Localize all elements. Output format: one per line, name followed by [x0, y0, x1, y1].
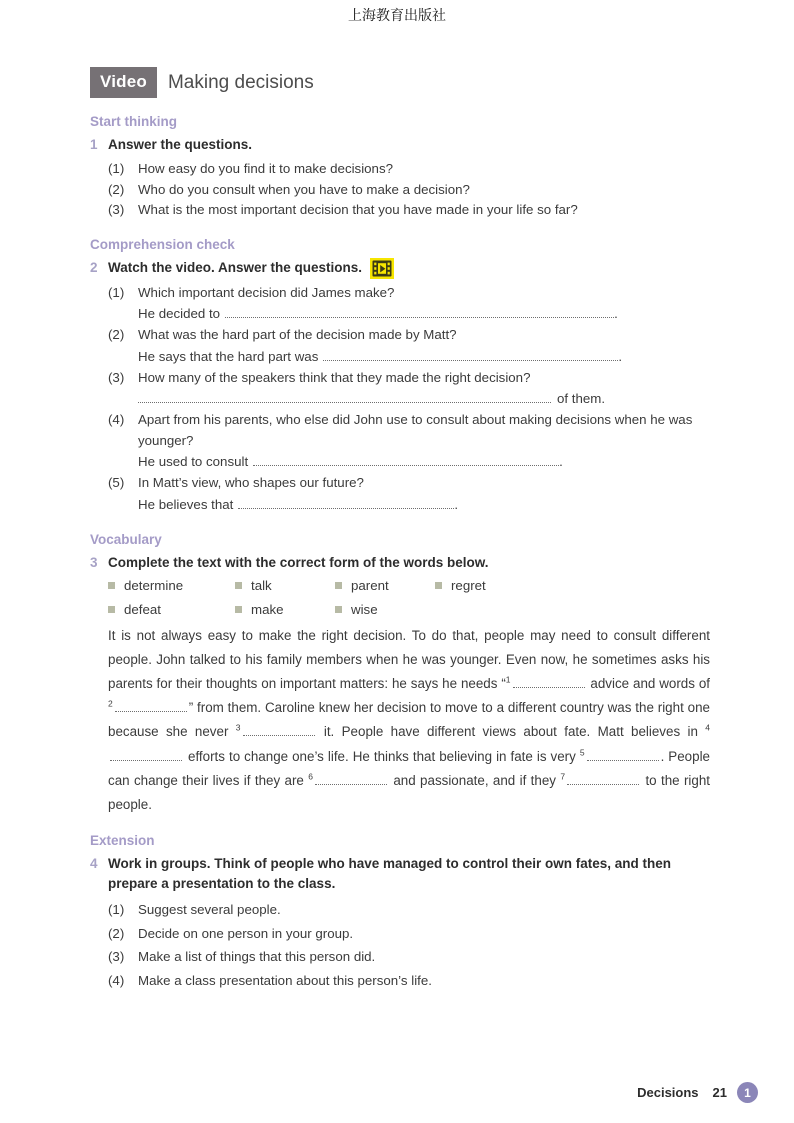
answer-suffix: . [454, 496, 459, 512]
fill-in-blank [110, 748, 182, 761]
step-number: (1) [108, 902, 125, 918]
answer-prefix: He says that the hard part was [138, 348, 319, 364]
exercise-number: 3 [90, 554, 98, 570]
fill-in-blank [225, 305, 614, 318]
unit-number-badge: 1 [737, 1082, 758, 1103]
step-item [108, 969, 710, 993]
word-bank [108, 578, 710, 617]
answer-line [108, 303, 710, 325]
word-label: wise [351, 601, 378, 617]
question-item [108, 283, 710, 304]
answer-suffix: of them. [557, 391, 606, 406]
footer-unit-title: Decisions [637, 1085, 699, 1100]
fill-in-blank [115, 699, 187, 712]
question-text: Apart from his parents, who else did John use to consult about making decisions when he was younger? [138, 412, 693, 448]
section-heading-extension: Extension [90, 833, 155, 849]
answer-prefix: He decided to [138, 306, 221, 321]
bullet-square-icon [335, 582, 342, 589]
step-text: Decide on one person in your group. [138, 925, 354, 941]
page-title: Making decisions [167, 71, 314, 93]
exercise-2 [90, 258, 710, 516]
answer-suffix: . [618, 348, 623, 364]
word-label: parent [351, 577, 389, 593]
answer-line [108, 346, 710, 368]
step-item [108, 945, 710, 969]
bullet-square-icon [235, 582, 242, 589]
exercise-instruction: Complete the text with the correct form of the words below. [108, 554, 489, 570]
question-number: (4) [108, 412, 125, 427]
fill-in-blank [323, 348, 618, 361]
fill-in-blank [567, 772, 639, 785]
word-bank-item [435, 578, 710, 593]
section-heading-start-thinking: Start thinking [90, 114, 177, 129]
question-number: (1) [108, 284, 125, 300]
fill-in-blank [138, 390, 551, 403]
blank-number: 3 [235, 722, 241, 733]
blank-number: 7 [560, 771, 566, 782]
question-item [108, 200, 710, 221]
question-item [108, 410, 710, 451]
exercise-3 [90, 553, 710, 818]
step-number: (4) [108, 972, 125, 988]
page-content [90, 67, 710, 992]
question-item [108, 159, 710, 180]
blank-number: 4 [705, 722, 711, 733]
answer-suffix: . [559, 454, 563, 469]
question-item [108, 473, 710, 494]
exercise-instruction: Watch the video. Answer the questions. [108, 260, 363, 275]
word-label: defeat [124, 601, 161, 617]
word-bank-item [335, 578, 435, 593]
question-text: What was the hard part of the decision made by Matt? [138, 327, 457, 342]
publisher-header: 上海教育出版社 [348, 8, 446, 24]
bullet-square-icon [235, 606, 242, 613]
word-label: make [251, 601, 284, 617]
exercise-instruction-row [108, 258, 710, 279]
question-number: (2) [108, 181, 125, 197]
answer-line [108, 494, 710, 516]
answer-line [108, 451, 710, 473]
step-text: Suggest several people. [138, 902, 281, 918]
fill-in-blank [587, 748, 659, 761]
step-item [108, 898, 710, 922]
question-number: (3) [108, 369, 125, 385]
question-item [108, 325, 710, 346]
word-bank-item [108, 578, 235, 593]
blank-number: 1 [505, 674, 511, 685]
answer-line [108, 388, 710, 410]
question-text: Who do you consult when you have to make a decision? [138, 181, 470, 197]
exercise-1 [90, 135, 710, 221]
exercise-number: 2 [90, 259, 98, 275]
bullet-square-icon [435, 582, 442, 589]
question-text: In Matt’s view, who shapes our future? [138, 475, 364, 490]
step-number: (3) [108, 949, 125, 965]
fill-in-blank [513, 675, 585, 688]
video-badge: Video [90, 67, 157, 98]
exercise-number: 4 [90, 856, 98, 872]
fill-in-blank [253, 453, 559, 466]
fill-in-blank [315, 772, 387, 785]
question-number: (2) [108, 327, 125, 342]
question-number: (3) [108, 202, 125, 217]
word-label: determine [124, 577, 184, 593]
step-text: Make a list of things that this person did. [138, 949, 376, 965]
word-label: talk [251, 577, 272, 593]
question-number: (1) [108, 161, 125, 176]
blank-number: 6 [308, 771, 313, 782]
page-footer [637, 1082, 758, 1103]
blank-number: 5 [579, 747, 585, 758]
answer-prefix: He believes that [138, 496, 234, 512]
word-bank-item [235, 578, 335, 593]
vocab-cloze-paragraph: It is not always easy to make the right decision. To do that, people may need to consult different people. John talked to his family members when he was younger. Even now, he sometimes asks his parents for their thoughts on important matters: he says he needs “$^1$ advice and words of $^2$ ” from them. Caroline knew her decision to move to a different country was the right one because she never $^3$ it. People have different views about fate. Matt believes in $^4$ efforts to change one’s life. He thinks that believing in fate is very $^5$ . People can change their lives if they are $^6$ and passionate, and if they $^7$ to the right people. [108, 627, 711, 812]
unit-title-row [90, 67, 710, 98]
exercise-instruction: Work in groups. Think of people who have managed to control their own fates, and then prepare a presentation to the class. [108, 856, 672, 892]
step-number: (2) [108, 925, 125, 941]
page-number: 21 [712, 1085, 727, 1100]
word-bank-item [335, 602, 435, 617]
fill-in-blank [238, 496, 454, 509]
blank-number: 2 [108, 698, 113, 709]
question-text: Which important decision did James make? [138, 284, 395, 300]
question-item [108, 180, 710, 201]
question-text: How many of the speakers think that they made the right decision? [138, 369, 531, 385]
word-bank-item [108, 602, 235, 617]
fill-in-blank [243, 723, 315, 736]
bullet-square-icon [335, 606, 342, 613]
exercise-number: 1 [90, 137, 98, 152]
bullet-square-icon [108, 606, 115, 613]
question-text: What is the most important decision that you have made in your life so far? [138, 202, 578, 217]
answer-suffix: . [614, 306, 618, 321]
word-label: regret [451, 577, 486, 593]
bullet-square-icon [108, 582, 115, 589]
section-heading-vocabulary: Vocabulary [90, 531, 162, 547]
step-item [108, 922, 710, 946]
step-text: Make a class presentation about this person’s life. [138, 972, 432, 988]
question-text: How easy do you find it to make decisions? [138, 161, 393, 176]
question-number: (5) [108, 475, 125, 490]
question-item [108, 368, 710, 389]
exercise-4 [90, 854, 710, 992]
section-heading-comprehension-check: Comprehension check [90, 236, 235, 252]
film-play-icon [370, 258, 394, 279]
answer-prefix: He used to consult [138, 454, 249, 469]
word-bank-item [235, 602, 335, 617]
exercise-instruction: Answer the questions. [108, 137, 253, 152]
